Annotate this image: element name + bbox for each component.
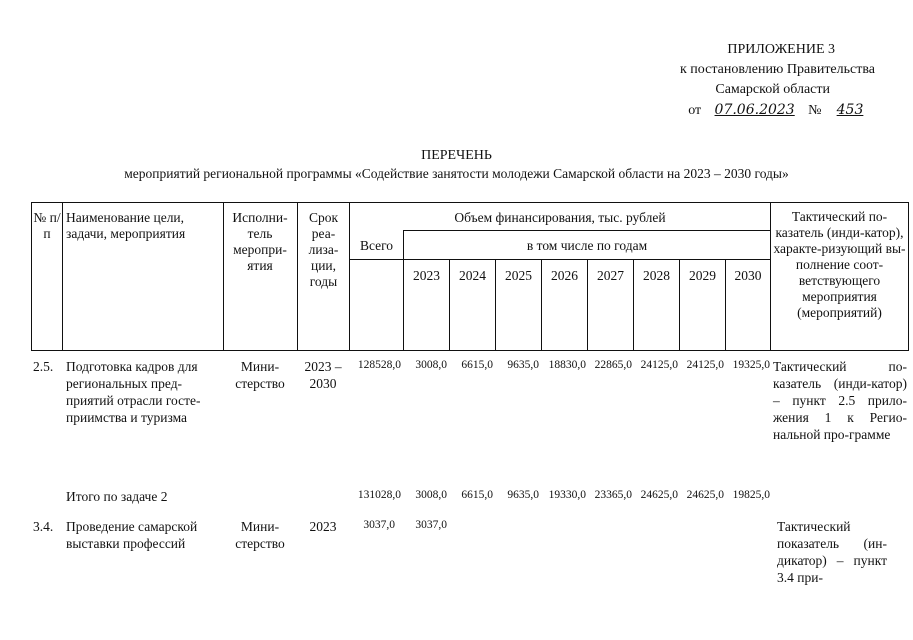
row-executor: Мини-стерство — [235, 519, 285, 551]
appendix-reference: к постановлению Правительства — [679, 62, 875, 77]
row-year-value: 19325,0 — [732, 359, 770, 371]
header-year: 2030 — [734, 268, 762, 283]
date-prefix: от — [688, 103, 702, 118]
row-executor: Мини-стерство — [235, 359, 285, 391]
subtotal-year-value: 24625,0 — [640, 489, 678, 501]
header-year: 2029 — [689, 268, 716, 283]
handwritten-number: 453 — [836, 102, 864, 118]
header-year: 2025 — [505, 268, 532, 283]
row-num: 2.5. — [33, 359, 54, 374]
header-term: Срок реа-лиза-ции, годы — [308, 210, 339, 289]
header-year: 2028 — [643, 268, 670, 283]
row-year-value: 9635,0 — [507, 359, 539, 371]
header-year: 2027 — [597, 268, 624, 283]
header-total: Всего — [359, 238, 394, 253]
row-name: Подготовка кадров для региональных пред-приятий отрасли госте-приимства и туризма — [66, 359, 201, 425]
row-year-value: 3008,0 — [415, 359, 447, 371]
appendix-date-line — [680, 100, 875, 121]
header-by-years: в том числе по годам — [526, 238, 648, 253]
header-year: 2026 — [551, 268, 578, 283]
row-indicator: Тактический показатель (ин-дикатор) – пункт 3.4 при- — [777, 519, 887, 585]
appendix-region: Самарской области — [715, 82, 830, 97]
subtotal-label: Итого по задаче 2 — [66, 489, 168, 504]
row-indicator: Тактический по-казатель (инди-катор) – пункт 2.5 прило-жения 1 к Регио-нальной про-грамме — [773, 359, 907, 442]
row-year-value: 22865,0 — [594, 359, 632, 371]
page-subtitle: мероприятий региональной программы «Содействие занятости молодежи Самарской области на 2023 – 2030 годы» — [124, 166, 789, 181]
row-term: 2023 — [309, 519, 337, 534]
row-name: Проведение самарской выставки профессий — [66, 519, 198, 551]
subtotal-year-value: 6615,0 — [461, 489, 493, 501]
row-year-value: 3037,0 — [415, 519, 447, 531]
row-year-value: 24125,0 — [686, 359, 724, 371]
header-indicator: Тактический по-казатель (инди-катор), характе-ризующий вы-полнение соот-ветствующего мероприятия (мероприятий) — [773, 209, 906, 320]
header-year: 2023 — [413, 268, 440, 283]
row-num: 3.4. — [33, 519, 54, 534]
appendix-block — [680, 40, 875, 121]
subtotal-year-value: 19825,0 — [732, 489, 770, 501]
row-total: 128528,0 — [357, 359, 401, 371]
row-year-value: 18830,0 — [548, 359, 586, 371]
appendix-title: ПРИЛОЖЕНИЕ 3 — [727, 42, 835, 57]
page-title: ПЕРЕЧЕНЬ — [421, 148, 492, 163]
row-year-value: 6615,0 — [461, 359, 493, 371]
header-executor: Исполни-тель меропри-ятия — [232, 210, 288, 273]
subtotal-year-value: 3008,0 — [415, 489, 447, 501]
header-financing: Объем финансирования, тыс. рублей — [454, 210, 666, 225]
header-num: № п/п — [33, 210, 61, 241]
row-year-value: 24125,0 — [640, 359, 678, 371]
subtotal-total: 131028,0 — [357, 489, 401, 501]
number-prefix: № — [808, 103, 822, 118]
handwritten-date: 07.06.2023 — [714, 102, 795, 118]
header-name: Наименование цели, задачи, мероприятия — [66, 210, 186, 241]
row-total: 3037,0 — [363, 519, 395, 531]
subtotal-year-value: 24625,0 — [686, 489, 724, 501]
subtotal-year-value: 19330,0 — [548, 489, 586, 501]
subtotal-year-value: 9635,0 — [507, 489, 539, 501]
subtotal-year-value: 23365,0 — [594, 489, 632, 501]
header-year: 2024 — [459, 268, 486, 283]
row-term: 2023 – 2030 — [304, 359, 342, 391]
